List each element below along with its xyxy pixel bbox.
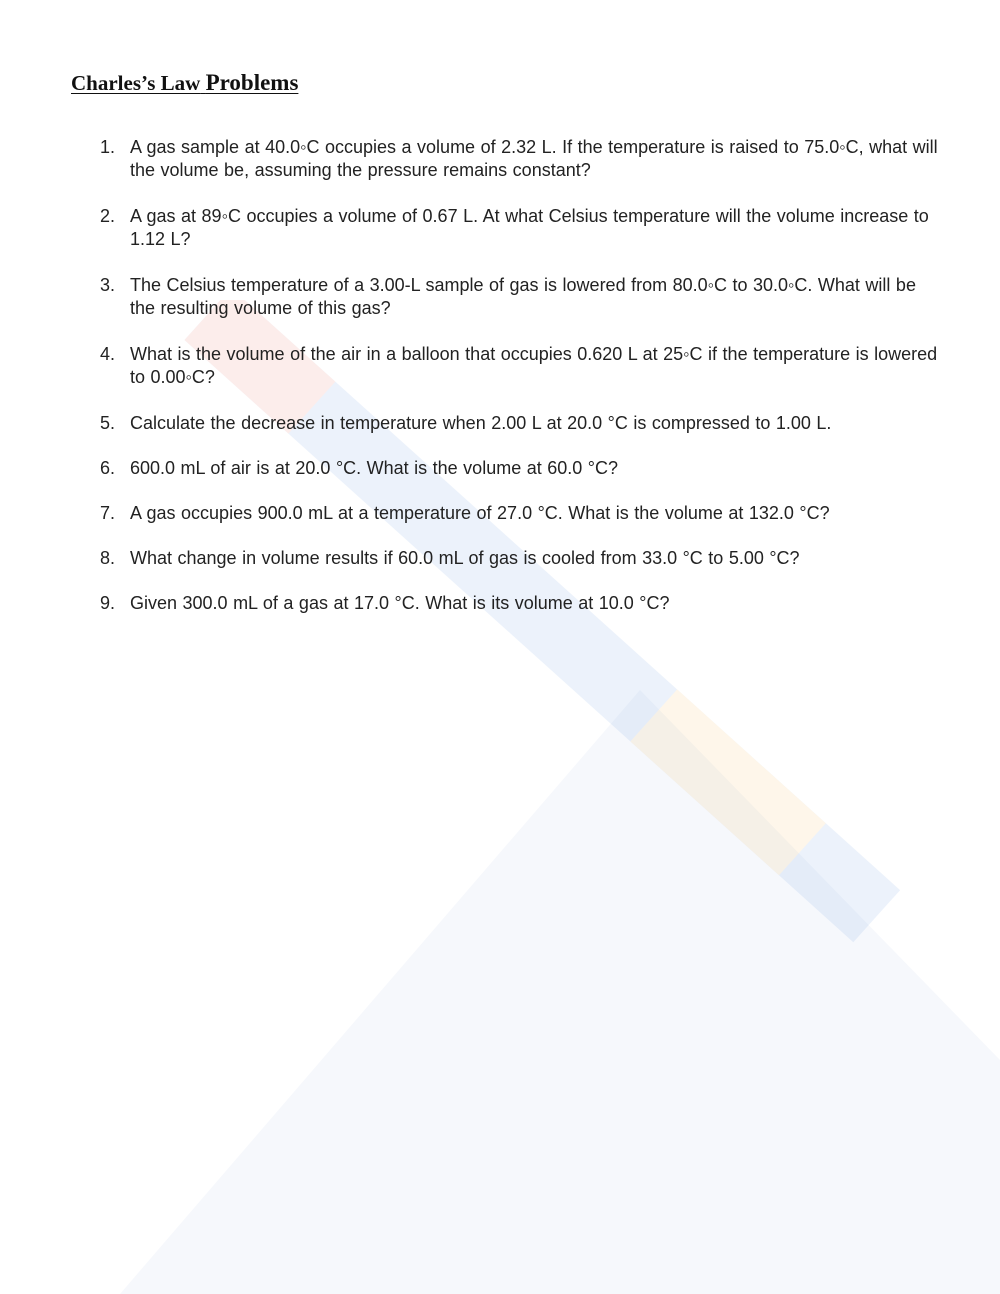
problem-number: 2. — [100, 206, 116, 226]
list-item — [100, 457, 940, 480]
problem-number: 3. — [100, 275, 116, 295]
list-item — [100, 205, 940, 251]
title-part-2: Problems — [205, 70, 299, 95]
problem-number: 5. — [100, 413, 116, 433]
list-item — [100, 274, 940, 320]
list-item — [100, 343, 940, 389]
title-part-1: Charles’s Law — [71, 71, 201, 95]
problem-number: 6. — [100, 458, 116, 478]
problem-number: 9. — [100, 593, 116, 613]
list-item — [100, 592, 940, 615]
problem-number: 8. — [100, 548, 116, 568]
problem-text: Calculate the decrease in temperature when 2.00 L at 20.0 °C is compressed to 1.00 L. — [130, 413, 832, 433]
problem-text: 600.0 mL of air is at 20.0 °C. What is the volume at 60.0 °C? — [130, 458, 618, 478]
problem-text: A gas sample at 40.0◦C occupies a volume of 2.32 L. If the temperature is raised to 75.0◦C, what will the volume be, assuming the pressure remains constant? — [130, 137, 938, 180]
problem-number: 1. — [100, 137, 116, 157]
problem-text: A gas occupies 900.0 mL at a temperature of 27.0 °C. What is the volume at 132.0 °C? — [130, 503, 830, 523]
page-title — [71, 70, 298, 96]
problem-number: 4. — [100, 344, 116, 364]
problem-text: What change in volume results if 60.0 mL of gas is cooled from 33.0 °C to 5.00 °C? — [130, 548, 800, 568]
list-item — [100, 412, 940, 435]
problem-number: 7. — [100, 503, 116, 523]
problem-text: Given 300.0 mL of a gas at 17.0 °C. What is its volume at 10.0 °C? — [130, 593, 670, 613]
problem-text: A gas at 89◦C occupies a volume of 0.67 L. At what Celsius temperature will the volume increase to 1.12 L? — [130, 206, 929, 249]
list-item — [100, 502, 940, 525]
problem-text: What is the volume of the air in a balloon that occupies 0.620 L at 25◦C if the temperature is lowered to 0.00◦C? — [130, 344, 938, 387]
list-item — [100, 136, 940, 182]
problem-text: The Celsius temperature of a 3.00-L sample of gas is lowered from 80.0◦C to 30.0◦C. What will be the resulting volume of this gas? — [130, 275, 916, 318]
list-item — [100, 547, 940, 570]
